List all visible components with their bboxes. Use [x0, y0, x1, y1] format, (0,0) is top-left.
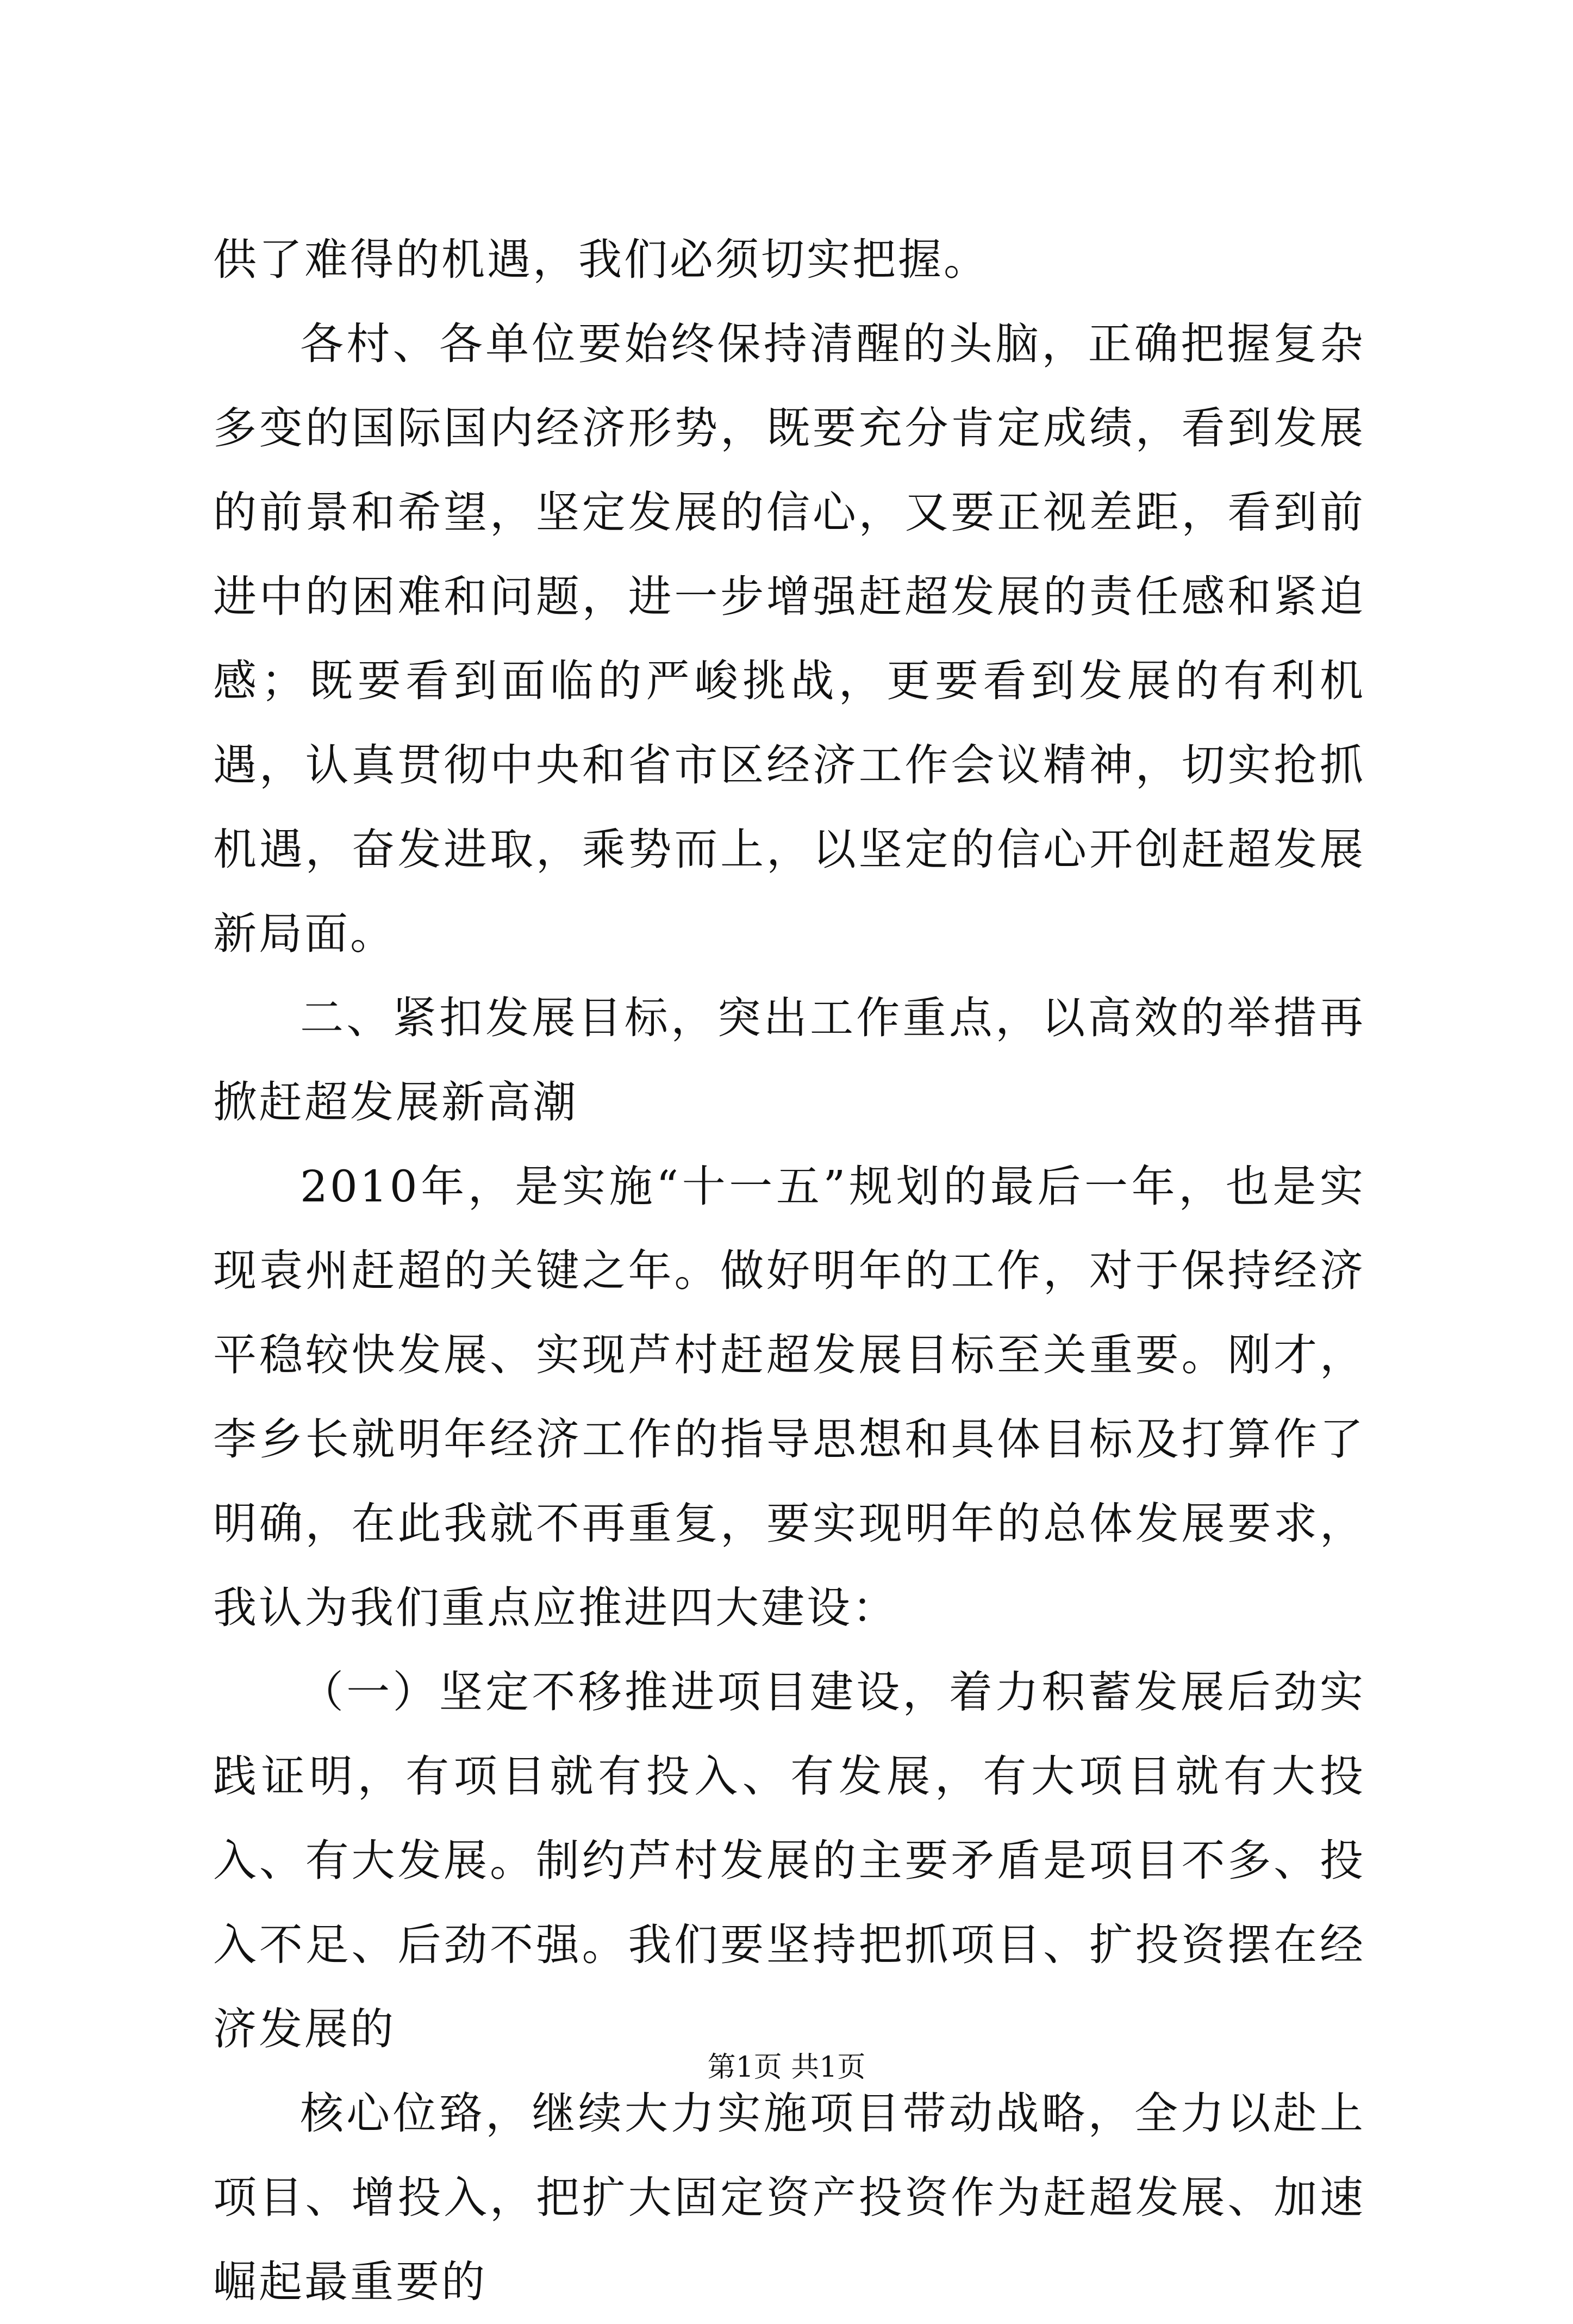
page-footer: 第1页 共1页	[707, 2051, 866, 2084]
paragraph-project-construction: （一）坚定不移推进项目建设，着力积蓄发展后劲实践证明，有项目就有投入、有发展，有大项目就有大投入、有大发展。制约芦村发展的主要矛盾是项目不多、投入不足、后劲不强。我们要坚持把抓项目、扩投资摆在经济发展的	[213, 1667, 1365, 2054]
document-body	[213, 217, 1365, 2324]
paragraph-situation: 各村、各单位要始终保持清醒的头脑，正确把握复杂多变的国际国内经济形势，既要充分肯定成绩，看到发展的前景和希望，坚定发展的信心，又要正视差距，看到前进中的困难和问题，进一步增强赶超发展的责任感和紧迫感；既要看到面临的严峻挑战，更要看到发展的有利机遇，认真贯彻中央和省市区经济工作会议精神，切实抢抓机遇，奋发进取，乘势而上，以坚定的信心开创赶超发展新局面。	[213, 319, 1365, 959]
paragraph-continuation: 供了难得的机遇，我们必须切实把握。	[213, 234, 989, 285]
paragraph-2010-goals: 2010年，是实施“十一五”规划的最后一年，也是实现袁州赶超的关键之年。做好明年的工作，对于保持经济平稳较快发展、实现芦村赶超发展目标至关重要。刚才，李乡长就明年经济工作的指导思想和具体目标及打算作了明确，在此我就不再重复，要实现明年的总体发展要求，我认为我们重点应推进四大建设：	[213, 1161, 1365, 1633]
section-heading-two: 二、紧扣发展目标，突出工作重点，以高效的举措再掀赶超发展新高潮	[213, 993, 1365, 1127]
paragraph-core-position: 核心位臵，继续大力实施项目带动战略，全力以赴上项目、增投入，把扩大固定资产投资作为赶超发展、加速崛起最重要的	[213, 2088, 1365, 2307]
